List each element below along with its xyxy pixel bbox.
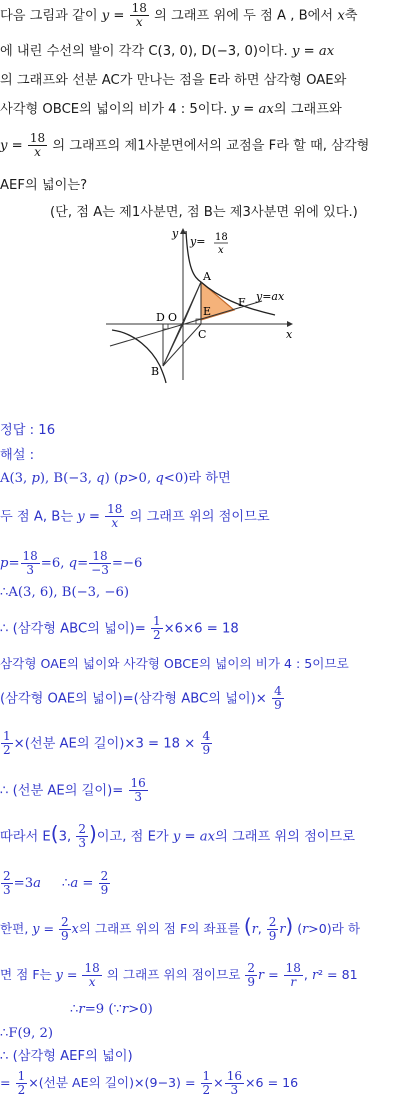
problem-text: 의 그래프 위에 두 점 A , B에서 [154,8,334,24]
problem-line-1: 다음 그림과 같이 y = $\frac{18}{x}$ 의 그래프 위에 두 점 A , B에서 x축 [0,1,358,29]
solution-step-2: 두 점 A, B는 y = $\frac{18}{x}$ 의 그래프 위의 점이므로 [0,502,270,530]
solution-step-5: ∴ (삼각형 ABC의 넓이)= $\frac{1}{2}$ ×6×6 = 18 [0,614,239,642]
hyperbola-label-den: x [218,245,224,256]
point-label-C: C [198,328,207,341]
solution-step-12: 한편, y = $\frac{2}{9}$ x의 그래프 위의 점 F의 좌표를 (r, $\frac{2}{9}$ r) (r>0)라 하 [0,914,360,943]
explanation-label: 해설 : [0,448,35,463]
fraction: $\frac{18}{x}$ [131,1,147,29]
problem-text: 다음 그림과 같이 [0,8,102,24]
solution-step-3: p= $\frac{18}{3}$ =6, q= $\frac{18}{-3}$ =−6 [0,549,143,577]
problem-line-3 [0,72,400,90]
problem-text: 의 그래프의 제1사분면에서의 교점을 F라 할 때, 삼각형 [52,138,370,154]
solution-step-4 [0,584,400,602]
problem-text: 축 [344,8,358,24]
problem-text: 의 그래프와 선분 AC가 만나는 점을 E라 하면 삼각형 OAE와 [0,73,347,88]
solution-step-16 [0,1048,400,1066]
x-axis-label: x [286,328,293,341]
segment-BC [163,324,201,366]
answer-line [0,422,400,440]
solution-step-1: A(3, p), B(−3, q) (p>0, q<0)라 하면 [0,471,231,486]
point-label-E: E [203,305,212,318]
problem-line-4: 사각형 OBCE의 넓이의 비가 4 : 5이다. y = ax의 그래프와 [0,102,342,117]
solution-step-7: (삼각형 OAE의 넓이)=(삼각형 ABC의 넓이)× $\frac{4}{9}$ [0,684,282,712]
segment-OA [183,282,201,324]
right-angle-mark [163,324,168,329]
solution-step-9: ∴ (선분 AE의 길이)= $\frac{16}{3}$ [0,776,146,804]
explanation-heading [0,447,400,465]
solution-step-11: $\frac{2}{3}$ =3a ∴a = $\frac{2}{9}$ [3,869,109,897]
solution-step-10: 따라서 E(3, $\frac{2}{3}$ )이고, 점 E가 y = ax의 그래프 위의 점이므로 [0,821,356,850]
problem-text: AEF의 넓이는? [0,178,88,193]
problem-line-7 [50,204,400,222]
problem-text: 의 그래프와 [273,102,342,117]
point-F-text: ∴F(9, 2) [0,1026,53,1041]
solution-step-8: $\frac{1}{2}$ ×(선분 AE의 길이)×3 = 18 × $\frac{4}{9}$ [3,729,211,757]
solution-step-6 [0,655,400,673]
coordinates-text: ∴A(3, 6), B(−3, −6) [0,585,129,600]
point-label-A: A [203,270,211,283]
problem-condition: (단, 점 A는 제1사분면, 점 B는 제3사분면 위에 있다.) [50,205,358,220]
y-axis-label: y [172,227,179,240]
solution-step-17: = $\frac{1}{2}$ ×(선분 AE의 길이)×(9−3) = $\frac{1}{2}$ × $\frac{16}{3}$ ×6 = 16 [0,1069,299,1097]
solution-step-14: ∴r=9 (∵r>0) [70,1002,153,1017]
point-label-O: O [168,311,178,324]
solution-step-13: 면 점 F는 y = $\frac{18}{x}$ 의 그래프 위의 점이므로 $\frac{2}{9}$ r = $\frac{18}{r}$ , r² = 81 [0,961,358,989]
graph-figure [0,225,400,385]
hyperbola-label-lhs: y= [190,235,206,248]
problem-line-2: 에 내린 수선의 발이 각각 C(3, 0), D(−3, 0)이다. y = ax [0,44,335,59]
point-label-B: B [151,365,160,378]
line-label: y=ax [256,290,285,303]
point-label-D: D [156,311,165,324]
area-heading: ∴ (삼각형 AEF의 넓이) [0,1049,133,1064]
problem-text: 에 내린 수선의 발이 각각 C(3, 0), D(−3, 0)이다. [0,44,288,59]
point-label-F: F [238,296,246,309]
fraction: $\frac{18}{x}$ [29,131,46,159]
answer-text: 정답 : 16 [0,423,56,438]
hyperbola-label-num: 18 [215,232,228,243]
solution-step-15 [0,1025,400,1043]
problem-text: 사각형 OBCE의 넓이의 비가 4 : 5이다. [0,102,228,117]
ratio-text: 삼각형 OAE의 넓이와 사각형 OBCE의 넓이의 비가 4 : 5이므로 [0,656,349,671]
problem-line-5: y = $\frac{18}{x}$ 의 그래프의 제1사분면에서의 교점을 F라 할 때, 삼각형 [0,131,370,159]
problem-line-6 [0,177,400,195]
segment-OB [163,324,183,366]
